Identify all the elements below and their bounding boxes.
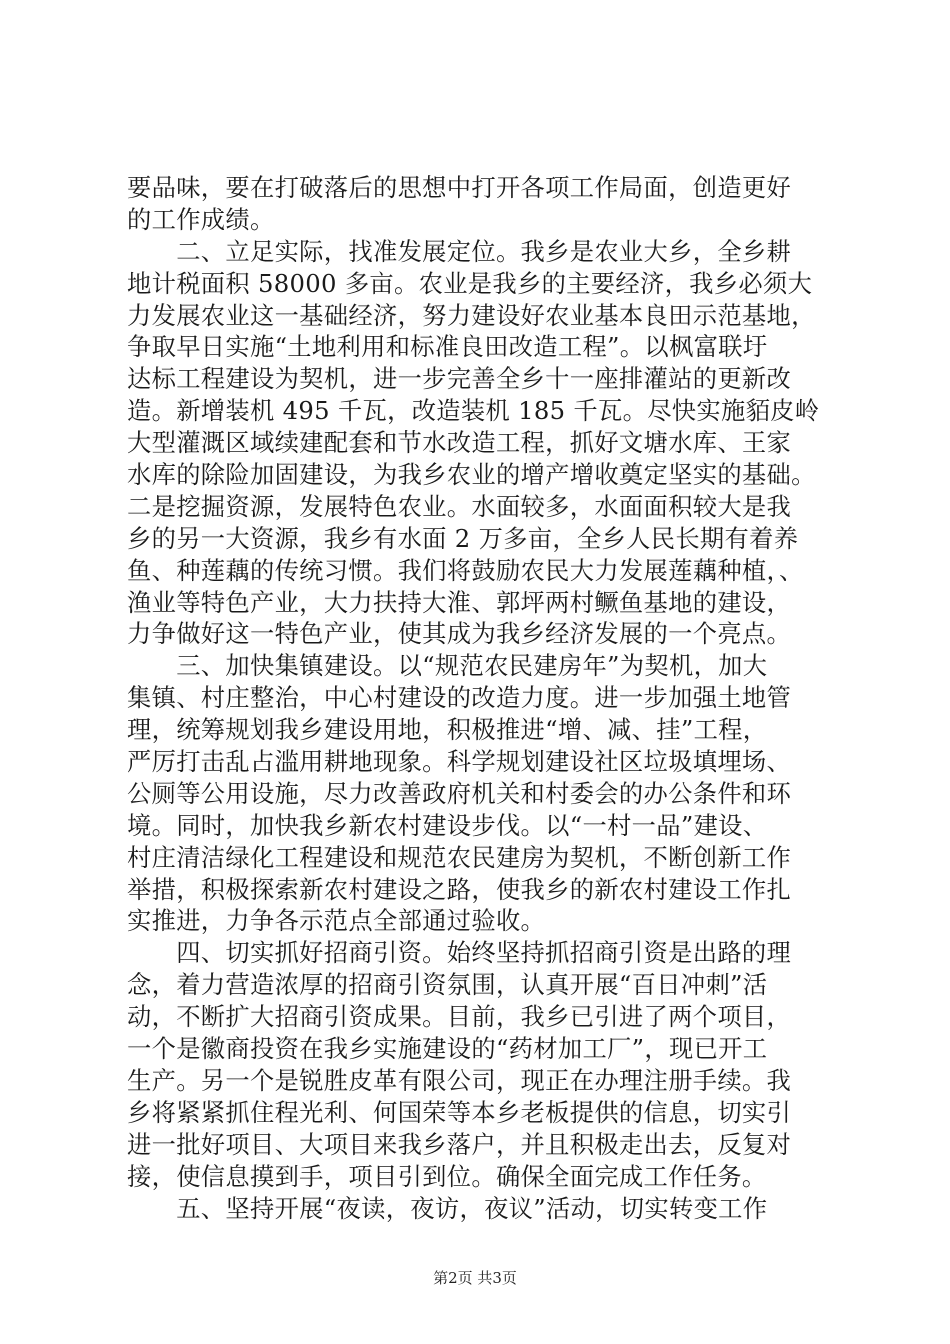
text-line: 二、立足实际，找准发展定位。我乡是农业大乡，全乡耕 bbox=[127, 236, 792, 266]
text-line: 四、切实抓好招商引资。始终坚持抓招商引资是出路的理 bbox=[127, 938, 792, 968]
text-line: 乡将紧紧抓住程光利、何国荣等本乡老板提供的信息，切实引 bbox=[127, 1097, 792, 1127]
text-line: 村庄清洁绿化工程建设和规范农民建房为契机，不断创新工作 bbox=[127, 842, 792, 872]
text-line: 进一批好项目、大项目来我乡落户，并且积极走出去，反复对 bbox=[127, 1129, 792, 1159]
text-line: 要品味，要在打破落后的思想中打开各项工作局面，创造更好 bbox=[127, 173, 792, 202]
body-text bbox=[127, 172, 839, 1224]
text-line: 乡的另一大资源，我乡有水面 2 万多亩，全乡人民长期有着养 bbox=[127, 523, 799, 553]
text-line: 念，着力营造浓厚的招商引资氛围，认真开展“百日冲刺”活 bbox=[127, 970, 768, 1000]
text-line: 鱼、种莲藕的传统习惯。我们将鼓励农民大力发展莲藕种植，、 bbox=[127, 555, 804, 585]
text-line: 力争做好这一特色产业，使其成为我乡经济发展的一个亮点。 bbox=[127, 619, 792, 649]
text-line: 实推进，力争各示范点全部通过验收。 bbox=[127, 906, 546, 936]
text-line: 地计税面积 58000 多亩。农业是我乡的主要经济，我乡必须大 bbox=[127, 268, 813, 298]
text-line: 二是挖掘资源，发展特色农业。水面较多，水面面积较大是我 bbox=[127, 491, 792, 521]
text-line: 大型灌溉区域续建配套和节水改造工程，抓好文塘水库、王家 bbox=[127, 428, 792, 458]
text-line: 生产。另一个是锐胜皮革有限公司，现正在办理注册手续。我 bbox=[127, 1065, 792, 1095]
text-line: 公厕等公用设施，尽力改善政府机关和村委会的办公条件和环 bbox=[127, 778, 792, 808]
text-line: 造。新增装机 495 千瓦，改造装机 185 千瓦。尽快实施貊皮岭 bbox=[127, 396, 820, 426]
text-line: 严厉打击乱占滥用耕地现象。科学规划建设社区垃圾填埋场、 bbox=[127, 747, 792, 777]
text-line: 达标工程建设为契机，进一步完善全乡十一座排灌站的更新改 bbox=[127, 364, 792, 394]
text-line: 理，统筹规划我乡建设用地，积极推进“增、减、挂”工程， bbox=[127, 715, 768, 745]
text-line: 争取早日实施“土地利用和标准良田改造工程”。以枫富联圩 bbox=[127, 332, 768, 362]
text-line: 三、加快集镇建设。以“规范农民建房年”为契机，加大 bbox=[127, 651, 768, 681]
page-footer: 第2页 共3页 bbox=[433, 1269, 517, 1287]
text-line: 力发展农业这一基础经济，努力建设好农业基本良田示范基地， bbox=[127, 300, 816, 330]
text-line: 境。同时，加快我乡新农村建设步伐。以“一村一品”建设、 bbox=[127, 810, 768, 840]
text-line: 一个是徽商投资在我乡实施建设的“药材加工厂”，现已开工 bbox=[127, 1034, 768, 1064]
text-line: 动，不断扩大招商引资成果。目前，我乡已引进了两个项目， bbox=[127, 1002, 792, 1032]
text-line: 的工作成绩。 bbox=[127, 204, 275, 234]
text-line: 集镇、村庄整治，中心村建设的改造力度。进一步加强土地管 bbox=[127, 683, 792, 713]
text-line: 举措，积极探索新农村建设之路，使我乡的新农村建设工作扎 bbox=[127, 874, 792, 904]
text-line: 五、坚持开展“夜读，夜访，夜议”活动，切实转变工作 bbox=[127, 1193, 768, 1223]
text-line: 水库的除险加固建设，为我乡农业的增产增收奠定坚实的基础。 bbox=[127, 460, 816, 490]
text-line: 接，使信息摸到手，项目引到位。确保全面完成工作任务。 bbox=[127, 1161, 767, 1191]
text-line: 渔业等特色产业，大力扶持大淮、郭坪两村鳜鱼基地的建设， bbox=[127, 587, 792, 617]
